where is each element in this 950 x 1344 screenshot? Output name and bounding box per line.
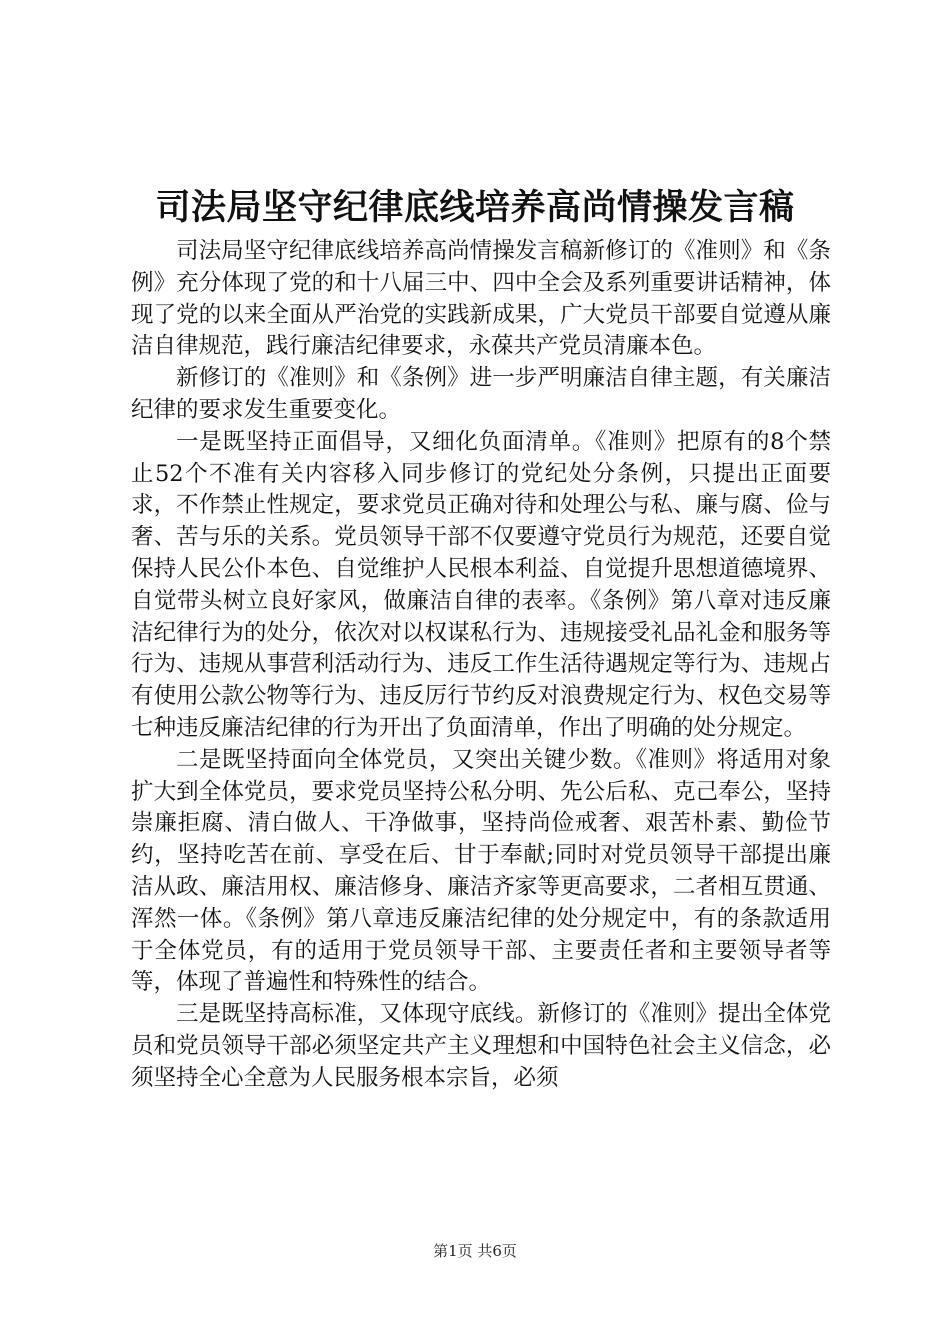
paragraph-overview: 新修订的《准则》和《条例》进一步严明廉洁自律主题，有关廉洁纪律的要求发生重要变化。 xyxy=(131,365,831,423)
paragraph-point-three: 三是既坚持高标准，又体现守底线。新修订的《准则》提出全体党员和党员领导干部必须坚定共产主义理想和中国特色社会主义信念，必须坚持全心全意为人民服务根本宗旨，必须 xyxy=(131,1001,831,1091)
paragraph-point-two: 二是既坚持面向全体党员，又突出关键少数。《准则》将适用对象扩大到全体党员，要求党员坚持公私分明、先公后私、克己奉公，坚持崇廉拒腐、清白做人、干净做事，坚持尚俭戒奢、艰苦朴素、勤俭节约，坚持吃苦在前、享受在后、甘于奉献;同时对党员领导干部提出廉洁从政、廉洁用权、廉洁修身、廉洁齐家等更高要求，二者相互贯通、浑然一体。《条例》第八章违反廉洁纪律的处分规定中，有的条款适用于全体党员，有的适用于党员领导干部、主要责任者和主要领导者等等，体现了普遍性和特殊性的结合。 xyxy=(131,746,831,996)
paragraph-point-one: 一是既坚持正面倡导，又细化负面清单。《准则》把原有的8个禁止52个不准有关内容移入同步修订的党纪处分条例，只提出正面要求，不作禁止性规定，要求党员正确对待和处理公与私、廉与腐、俭与奢、苦与乐的关系。党员领导干部不仅要遵守党员行为规范，还要自觉保持人民公仆本色、自觉维护人民根本利益、自觉提升思想道德境界、自觉带头树立良好家风，做廉洁自律的表率。《条例》第八章对违反廉洁纪律行为的处分，依次对以权谋私行为、违规接受礼品礼金和服务等行为、违规从事营利活动行为、违反工作生活待遇规定等行为、违规占有使用公款公物等行为、违反厉行节约反对浪费规定行为、权色交易等七种违反廉洁纪律的行为开出了负面清单，作出了明确的处分规定。 xyxy=(131,428,831,741)
paragraph-intro: 司法局坚守纪律底线培养高尚情操发言稿新修订的《准则》和《条例》充分体现了党的和十八届三中、四中全会及系列重要讲话精神，体现了党的以来全面从严治党的实践新成果，广大党员干部要自觉遵从廉洁自律规范，践行廉洁纪律要求，永葆共产党员清廉本色。 xyxy=(131,238,831,360)
page-number-footer: 第1页 共6页 xyxy=(433,1242,517,1260)
document-title: 司法局坚守纪律底线培养高尚情操发言稿 xyxy=(155,188,795,228)
document-body xyxy=(131,236,831,1095)
